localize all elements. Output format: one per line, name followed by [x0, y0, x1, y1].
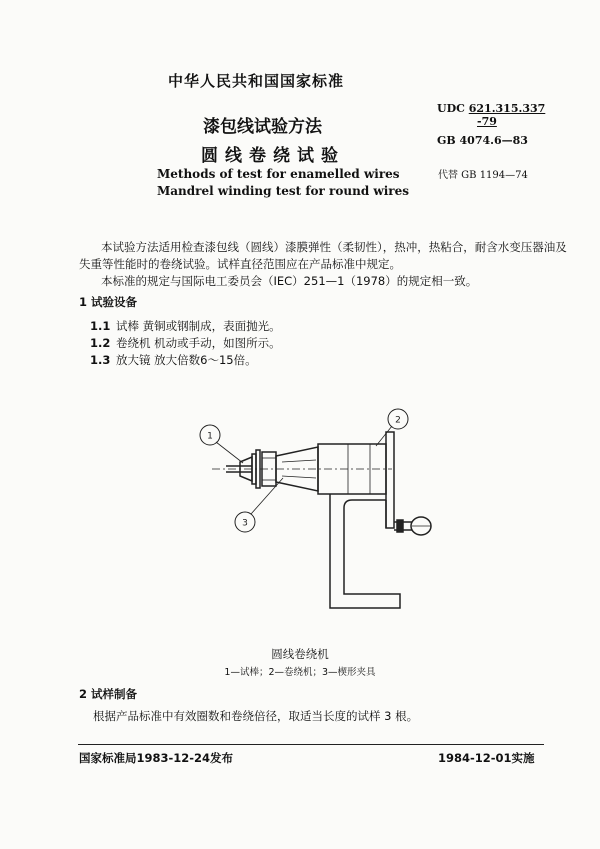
callout-1-label: 1: [207, 431, 213, 442]
item-text: 放大镜 放大倍数6～15倍。: [116, 353, 257, 367]
leader-1: [216, 442, 243, 463]
title-cn-line2: 圆线卷绕试验: [201, 146, 345, 166]
sample-paragraph: 根据产品标准中有效圈数和卷绕倍径，取适当长度的试样 3 根。: [93, 709, 419, 723]
section1-title: 1 试验设备: [79, 295, 138, 309]
footer-divider: [78, 744, 544, 745]
udc-number: 621.315.337: [468, 102, 546, 115]
back-plate: [386, 432, 394, 528]
gb-number: GB 4074.6—83: [437, 134, 528, 147]
title-cn-line1: 漆包线试验方法: [203, 117, 322, 137]
stand-frame: [330, 494, 400, 608]
standard-name: 中华人民共和国国家标准: [168, 72, 345, 90]
replaces-note: 代替 GB 1194—74: [438, 170, 528, 181]
udc-label: UDC: [437, 102, 465, 115]
item-number: 1.3: [90, 353, 111, 367]
title-en-line1: Methods of test for enamelled wires: [157, 167, 400, 181]
figure-legend: 1—试棒；2—卷绕机；3—楔形夹具: [224, 667, 376, 678]
crank-nut: [397, 520, 403, 532]
item-text: 试棒 黄铜或钢制成，表面抛光。: [116, 319, 281, 333]
iec-paragraph: 本标准的规定与国际电工委员会（IEC）251—1（1978）的规定相一致。: [101, 274, 478, 288]
callout-2-label: 2: [395, 415, 401, 426]
intro-paragraph: 本试验方法适用检查漆包线（圆线）漆膜弹性（柔韧性），热冲，热粘合，耐含水变压器油及失重等性能时的卷绕试验。试样直径范围应在产品标准中规定。: [79, 240, 567, 271]
item-number: 1.2: [90, 336, 111, 350]
udc-suffix: -79: [477, 115, 497, 128]
callout-3-label: 3: [242, 518, 248, 529]
item-text: 卷绕机 机动或手动，如图所示。: [116, 336, 281, 350]
figure-caption: 圆线卷绕机: [271, 647, 329, 661]
item-number: 1.1: [90, 319, 111, 333]
leader-2: [376, 426, 392, 446]
implementation-date: 1984-12-01实施: [438, 751, 535, 765]
section2-title: 2 试样制备: [79, 687, 138, 701]
title-en-line2: Mandrel winding test for round wires: [157, 184, 409, 198]
issued-date: 国家标准局1983-12-24发布: [79, 751, 234, 765]
